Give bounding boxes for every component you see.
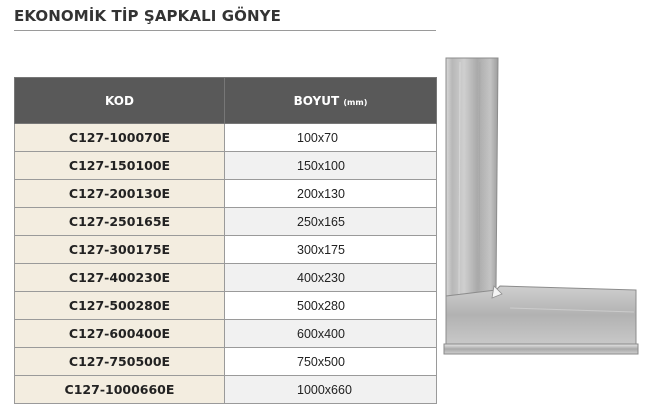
boyut-cell: 150x100 — [225, 152, 437, 180]
kod-cell: C127-400230E — [15, 264, 225, 292]
kod-cell: C127-500280E — [15, 292, 225, 320]
product-table — [14, 77, 437, 404]
kod-cell: C127-600400E — [15, 320, 225, 348]
boyut-cell: 600x400 — [225, 320, 437, 348]
page-title: EKONOMİK TİP ŞAPKALI GÖNYE — [14, 7, 281, 25]
table-header-row — [15, 78, 437, 124]
table-row — [15, 292, 437, 320]
header-boyut-label: BOYUT — [293, 93, 340, 108]
kod-cell: C127-750500E — [15, 348, 225, 376]
boyut-cell: 100x70 — [225, 124, 437, 152]
table-row — [15, 376, 437, 404]
kod-cell: C127-150100E — [15, 152, 225, 180]
kod-cell: C127-300175E — [15, 236, 225, 264]
table-row — [15, 208, 437, 236]
kod-cell: C127-1000660E — [15, 376, 225, 404]
table-row — [15, 180, 437, 208]
steel-square-icon — [440, 50, 640, 360]
kod-cell: C127-200130E — [15, 180, 225, 208]
boyut-cell: 400x230 — [225, 264, 437, 292]
table-row — [15, 236, 437, 264]
table-row — [15, 348, 437, 376]
header-unit: (mm) — [343, 97, 368, 107]
header-kod: KOD — [15, 78, 225, 124]
boyut-cell: 250x165 — [225, 208, 437, 236]
boyut-cell: 500x280 — [225, 292, 437, 320]
kod-cell: C127-100070E — [15, 124, 225, 152]
table-row — [15, 152, 437, 180]
boyut-cell: 1000x660 — [225, 376, 437, 404]
table-row — [15, 320, 437, 348]
title-underline — [14, 30, 436, 31]
header-boyut — [225, 78, 437, 124]
boyut-cell: 200x130 — [225, 180, 437, 208]
table-row — [15, 124, 437, 152]
kod-cell: C127-250165E — [15, 208, 225, 236]
boyut-cell: 300x175 — [225, 236, 437, 264]
table-row — [15, 264, 437, 292]
boyut-cell: 750x500 — [225, 348, 437, 376]
